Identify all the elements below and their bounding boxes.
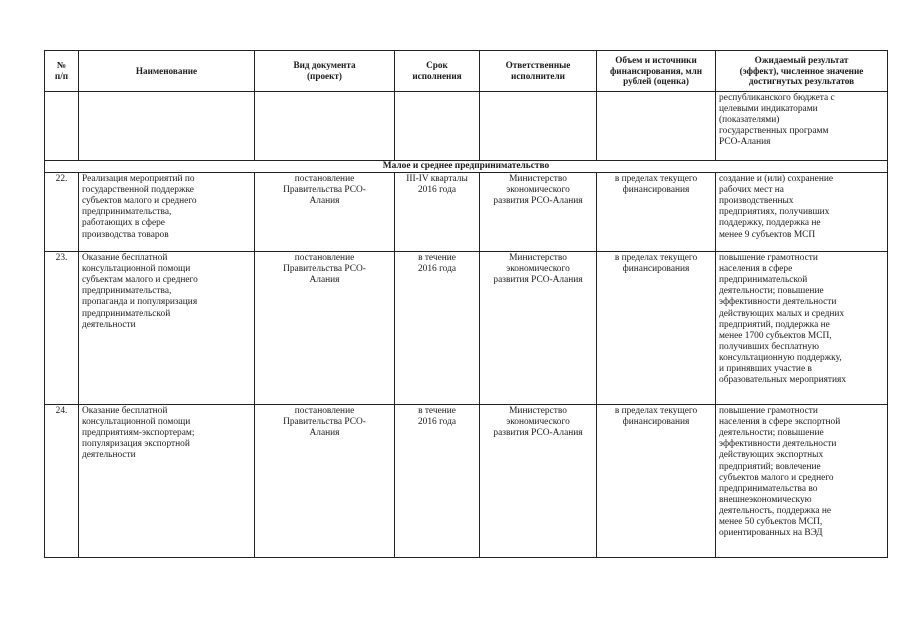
header-responsible: Ответственные исполнители xyxy=(480,51,597,92)
row-num: 22. xyxy=(45,173,79,252)
table-row xyxy=(45,252,888,405)
row-responsible: Министерство экономического развития РСО-Алания xyxy=(480,405,597,558)
section-title: Малое и среднее предпринимательство xyxy=(45,161,888,173)
row-deadline: III-IV кварталы 2016 года xyxy=(395,173,480,252)
header-num: № п/п xyxy=(45,51,79,92)
row-deadline: в течение 2016 года xyxy=(395,405,480,558)
header-name: Наименование xyxy=(79,51,255,92)
row-funding: в пределах текущего финансирования xyxy=(597,252,716,405)
row-result: повышение грамотности населения в сфере экспортной деятельности; повышение эффективности деятельности действующих экспортных предприятий; вовлечение субъектов малого и среднего предпринимательства во внешнеэкономическую деятельность, поддержка не менее 50 субъектов МСП, ориентированных на ВЭД xyxy=(716,405,888,558)
continuation-result: республиканского бюджета с целевыми индикаторами (показателями) государственных программ РСО-Алания xyxy=(716,92,888,161)
row-doc-type: постановление Правительства РСО- Алания xyxy=(255,173,395,252)
row-name: Реализация мероприятий по государственной поддержке субъектов малого и среднего предпринимательства, работающих в сфере производства товаров xyxy=(79,173,255,252)
section-row xyxy=(45,161,888,173)
row-deadline: в течение 2016 года xyxy=(395,252,480,405)
row-result: создание и (или) сохранение рабочих мест на производственных предприятиях, получивших поддержку, поддержка не менее 9 субъектов МСП xyxy=(716,173,888,252)
row-result: повышение грамотности населения в сфере предпринимательской деятельности; повышение эффективности деятельности действующих малых и средних предприятий, поддержка не менее 1700 субъектов МСП, получивших бесплатную консультационную поддержку, и принявших участие в образовательных мероприятиях xyxy=(716,252,888,405)
header-deadline: Срок исполнения xyxy=(395,51,480,92)
header-result: Ожидаемый результат (эффект), численное значение достигнутых результатов xyxy=(716,51,888,92)
row-name: Оказание бесплатной консультационной помощи предприятиям-экспортерам; популяризация экспортной деятельности xyxy=(79,405,255,558)
action-plan-table xyxy=(44,50,888,558)
row-funding: в пределах текущего финансирования xyxy=(597,405,716,558)
row-num: 23. xyxy=(45,252,79,405)
table-header-row xyxy=(45,51,888,92)
header-doc-type: Вид документа (проект) xyxy=(255,51,395,92)
continuation-row xyxy=(45,92,888,161)
row-name: Оказание бесплатной консультационной помощи субъектам малого и среднего предпринимательства, пропаганда и популяризация предпринимательской деятельности xyxy=(79,252,255,405)
row-funding: в пределах текущего финансирования xyxy=(597,173,716,252)
row-responsible: Министерство экономического развития РСО-Алания xyxy=(480,173,597,252)
row-doc-type: постановление Правительства РСО- Алания xyxy=(255,252,395,405)
header-funding: Объем и источники финансирования, млн рублей (оценка) xyxy=(597,51,716,92)
table-row xyxy=(45,405,888,558)
row-doc-type: постановление Правительства РСО- Алания xyxy=(255,405,395,558)
row-num: 24. xyxy=(45,405,79,558)
row-responsible: Министерство экономического развития РСО-Алания xyxy=(480,252,597,405)
table-row xyxy=(45,173,888,252)
